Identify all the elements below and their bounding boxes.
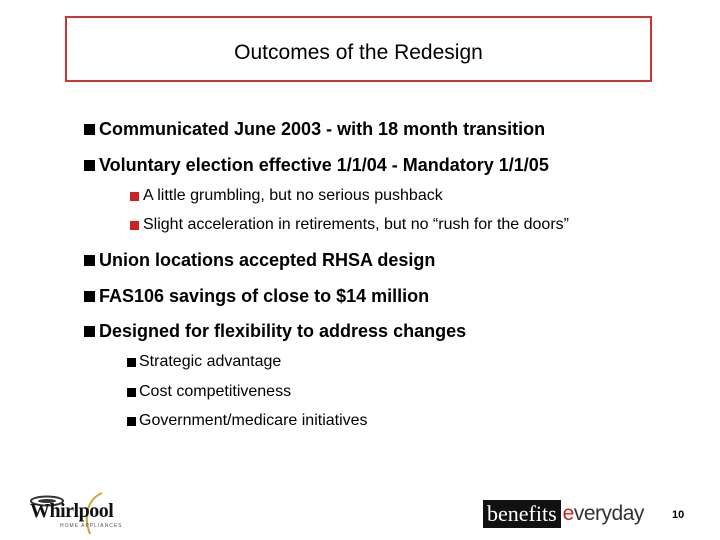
sub-bullet-cost bbox=[127, 383, 291, 401]
square-bullet-icon bbox=[84, 160, 95, 171]
sub-bullet-grumbling bbox=[130, 187, 443, 205]
everyday-e: e bbox=[562, 502, 574, 525]
bullet-text: Voluntary election effective 1/1/04 - Mandatory 1/1/05 bbox=[99, 155, 549, 175]
sub-bullet-government bbox=[127, 412, 368, 430]
bullet-text: Union locations accepted RHSA design bbox=[99, 250, 436, 270]
bullet-text: Government/medicare initiatives bbox=[139, 412, 368, 429]
slide-title: Outcomes of the Redesign bbox=[234, 41, 483, 64]
everyday-rest: veryday bbox=[573, 502, 644, 525]
square-bullet-icon bbox=[130, 221, 139, 230]
bullet-text: Communicated June 2003 - with 18 month transition bbox=[99, 119, 546, 139]
whirlpool-wordmark: Whirlpool bbox=[30, 500, 114, 522]
everyday-wordmark bbox=[561, 500, 644, 528]
bullet-text: FAS106 savings of close to $14 million bbox=[99, 286, 430, 306]
benefits-wordmark: benefits bbox=[483, 500, 561, 528]
bullet-text: Strategic advantage bbox=[139, 353, 282, 370]
square-bullet-icon bbox=[84, 124, 95, 135]
square-bullet-icon bbox=[127, 358, 136, 367]
benefits-everyday-logo bbox=[483, 500, 648, 528]
square-bullet-icon bbox=[130, 192, 139, 201]
square-bullet-icon bbox=[127, 388, 136, 397]
bullet-fas106-savings bbox=[84, 286, 429, 307]
title-box bbox=[65, 16, 652, 82]
bullet-voluntary-election bbox=[84, 155, 549, 176]
bullet-text: Slight acceleration in retirements, but no “rush for the doors” bbox=[143, 216, 569, 233]
bullet-union-locations bbox=[84, 250, 435, 271]
whirlpool-logo bbox=[20, 488, 135, 538]
bullet-text: A little grumbling, but no serious pushback bbox=[143, 187, 443, 204]
bullet-text: Designed for flexibility to address changes bbox=[99, 321, 467, 341]
bullet-text: Cost competitiveness bbox=[139, 383, 292, 400]
sub-bullet-strategic bbox=[127, 353, 281, 371]
square-bullet-icon bbox=[84, 255, 95, 266]
square-bullet-icon bbox=[127, 417, 136, 426]
square-bullet-icon bbox=[84, 326, 95, 337]
whirlpool-subtitle: HOME APPLIANCES bbox=[60, 523, 123, 529]
square-bullet-icon bbox=[84, 291, 95, 302]
bullet-communicated bbox=[84, 119, 545, 140]
bullet-flexibility bbox=[84, 321, 466, 342]
page-number: 10 bbox=[672, 509, 685, 521]
sub-bullet-acceleration bbox=[130, 216, 569, 234]
